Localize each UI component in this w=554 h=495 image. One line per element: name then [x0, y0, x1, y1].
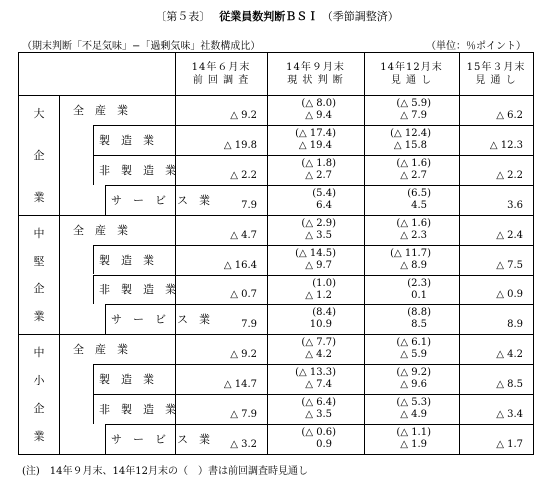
prior-forecast-value: (△ 1.6) — [396, 157, 431, 169]
prior-forecast-value: (1.0) — [312, 277, 336, 289]
current-value: △ 4.7 — [230, 229, 257, 241]
current-value: 8.9 — [507, 319, 523, 331]
current-value: △ 2.3 — [400, 229, 427, 241]
current-value: △ 2.2 — [496, 169, 523, 181]
current-value: △ 1.7 — [496, 439, 523, 450]
current-value: 7.9 — [241, 199, 257, 211]
company-size-label — [19, 95, 59, 215]
industry-label: 非製造業 — [99, 283, 187, 297]
company-size-char: 企 — [33, 148, 45, 162]
prior-forecast-value: (△ 12.4) — [390, 127, 431, 139]
prior-forecast-value: (△ 2.9) — [301, 217, 336, 229]
prior-forecast-value: (△ 11.7) — [390, 247, 431, 259]
row-divider — [93, 394, 533, 395]
indent-divider — [105, 304, 106, 334]
company-size-char: 中 — [33, 346, 45, 360]
industry-label: サービス業 — [111, 313, 221, 327]
current-value: △ 6.2 — [496, 109, 523, 121]
current-value: △ 8.9 — [400, 259, 427, 271]
prior-forecast-value: (2.3) — [407, 277, 431, 289]
prior-forecast-value: (△ 14.5) — [295, 247, 336, 259]
current-value: △ 14.7 — [223, 379, 257, 391]
company-size-char: 業 — [33, 429, 45, 443]
row-divider — [93, 364, 533, 365]
column-header — [459, 53, 533, 95]
indent-divider — [93, 125, 94, 155]
prior-forecast-value: (8.4) — [312, 307, 336, 319]
company-size-char: 企 — [33, 402, 45, 416]
current-value: △ 4.2 — [305, 349, 332, 361]
current-value: △ 7.9 — [400, 110, 427, 121]
bsi-table — [18, 52, 534, 455]
company-size-char: 堅 — [33, 254, 45, 268]
indent-divider — [93, 394, 94, 424]
column-header-date: 14年６月末 — [191, 62, 251, 73]
prior-forecast-value: (△ 9.2) — [396, 367, 431, 379]
indent-divider — [105, 185, 106, 215]
column-header-type: 現 状 判 断 — [287, 75, 344, 86]
table-title-suffix: （季節調整済） — [321, 10, 399, 23]
column-header-type: 前 回 調 査 — [192, 75, 250, 86]
company-size-label — [19, 334, 59, 454]
company-size-label — [19, 215, 59, 335]
current-value: △ 7.5 — [496, 259, 523, 271]
current-value: △ 9.4 — [305, 110, 332, 121]
row-divider — [93, 245, 533, 246]
row-divider — [93, 155, 533, 156]
group-divider — [19, 334, 533, 335]
column-header-date: 14年９月末 — [286, 62, 345, 73]
prior-forecast-value: (5.4) — [312, 187, 336, 199]
column-header — [364, 53, 459, 95]
industry-label: サービス業 — [111, 193, 221, 207]
column-header-type: 見 通 し — [390, 75, 433, 86]
industry-label: 全産業 — [73, 103, 139, 117]
prior-forecast-value: (△ 5.3) — [396, 397, 431, 409]
header-divider — [19, 95, 533, 96]
column-header — [267, 53, 364, 95]
current-value: △ 2.7 — [305, 169, 332, 181]
current-value: △ 15.8 — [393, 139, 427, 151]
prior-forecast-value: (△ 6.4) — [301, 397, 336, 409]
unit-label: （単位：％ポイント） — [426, 41, 526, 52]
column-header-type: 見 通 し — [475, 75, 517, 86]
industry-label: サービス業 — [111, 433, 221, 447]
industry-label: 製造業 — [99, 373, 165, 387]
current-value: 0.1 — [411, 289, 427, 301]
current-value: △ 7.9 — [230, 409, 257, 421]
indent-divider — [105, 424, 106, 454]
prior-forecast-value: (△ 1.1) — [396, 427, 431, 439]
current-value: △ 0.9 — [496, 289, 523, 301]
prior-forecast-value: (△ 17.4) — [295, 127, 336, 139]
table-number: 〔第５表〕 — [155, 10, 205, 23]
current-value: △ 9.2 — [230, 349, 257, 361]
current-value: △ 4.9 — [400, 409, 427, 421]
prior-forecast-value: (△ 1.8) — [301, 157, 336, 169]
table-main-title: 従業員数判断ＢＳＩ — [219, 10, 319, 23]
current-value: △ 3.5 — [305, 409, 332, 421]
row-divider — [105, 304, 533, 305]
current-value: △ 7.4 — [305, 379, 332, 391]
industry-label: 全産業 — [73, 223, 139, 237]
current-value: △ 16.4 — [223, 259, 257, 271]
size-divider — [59, 95, 60, 454]
company-size-char: 企 — [33, 282, 45, 296]
prior-forecast-value: (8.8) — [407, 307, 431, 319]
prior-forecast-value: (△ 6.1) — [396, 337, 431, 349]
company-size-char: 業 — [33, 190, 45, 204]
indent-divider — [93, 275, 94, 305]
prior-forecast-value: (△ 13.3) — [295, 367, 336, 379]
current-value: △ 4.2 — [496, 349, 523, 361]
industry-label: 非製造業 — [99, 403, 187, 417]
table-subtitle: （期末判断「不足気味」−「過剰気味」社数構成比） — [22, 41, 261, 52]
current-value: △ 1.9 — [400, 439, 427, 451]
row-divider — [93, 275, 533, 276]
row-divider — [105, 185, 533, 186]
column-header-date: 15年３月末 — [466, 62, 526, 73]
current-value: 10.9 — [309, 319, 332, 331]
current-value: △ 9.7 — [305, 259, 332, 271]
column-header-date: 14年12月末 — [380, 62, 443, 73]
industry-label: 製造業 — [99, 253, 165, 267]
row-divider — [105, 424, 533, 425]
current-value: △ 0.7 — [230, 289, 257, 301]
table-title — [0, 8, 554, 24]
current-value: △ 8.5 — [496, 379, 523, 391]
prior-forecast-value: (△ 0.6) — [301, 427, 336, 439]
prior-forecast-value: (△ 7.7) — [301, 337, 336, 349]
prior-forecast-value: (△ 5.9) — [396, 98, 431, 109]
company-size-char: 大 — [33, 107, 45, 120]
industry-label: 非製造業 — [99, 163, 187, 177]
current-value: △ 1.2 — [305, 289, 332, 301]
current-value: △ 12.3 — [489, 139, 523, 151]
indent-divider — [93, 245, 94, 275]
prior-forecast-value: (△ 8.0) — [301, 98, 336, 109]
current-value: △ 9.2 — [230, 109, 257, 121]
prior-forecast-value: (6.5) — [407, 187, 431, 199]
current-value: 7.9 — [241, 319, 257, 331]
group-divider — [19, 215, 533, 216]
company-size-char: 業 — [33, 310, 45, 324]
current-value: 6.4 — [316, 199, 332, 211]
company-size-char: 中 — [33, 226, 45, 240]
company-size-char: 小 — [33, 374, 45, 388]
current-value: 4.5 — [411, 199, 427, 211]
row-divider — [93, 125, 533, 126]
industry-label: 製造業 — [99, 133, 165, 147]
indent-divider — [93, 155, 94, 185]
current-value: △ 3.5 — [305, 229, 332, 241]
prior-forecast-value: (△ 1.6) — [396, 217, 431, 229]
industry-label: 全産業 — [73, 343, 139, 357]
current-value: △ 19.8 — [223, 139, 257, 151]
current-value: △ 19.4 — [298, 139, 332, 151]
current-value: △ 3.4 — [496, 409, 523, 421]
current-value: △ 5.9 — [400, 349, 427, 361]
column-header — [175, 53, 267, 95]
current-value: △ 9.6 — [400, 379, 427, 391]
current-value: 8.5 — [411, 319, 427, 331]
footnote: (注) 14年９月末、14年12月末の（ ）書は前回調査時見通し — [22, 466, 308, 477]
current-value: 3.6 — [507, 199, 523, 211]
current-value: △ 3.2 — [230, 439, 257, 450]
current-value: △ 2.4 — [496, 229, 523, 241]
indent-divider — [93, 364, 94, 394]
current-value: △ 2.7 — [400, 169, 427, 181]
current-value: △ 2.2 — [230, 169, 257, 181]
current-value: 0.9 — [316, 439, 332, 451]
